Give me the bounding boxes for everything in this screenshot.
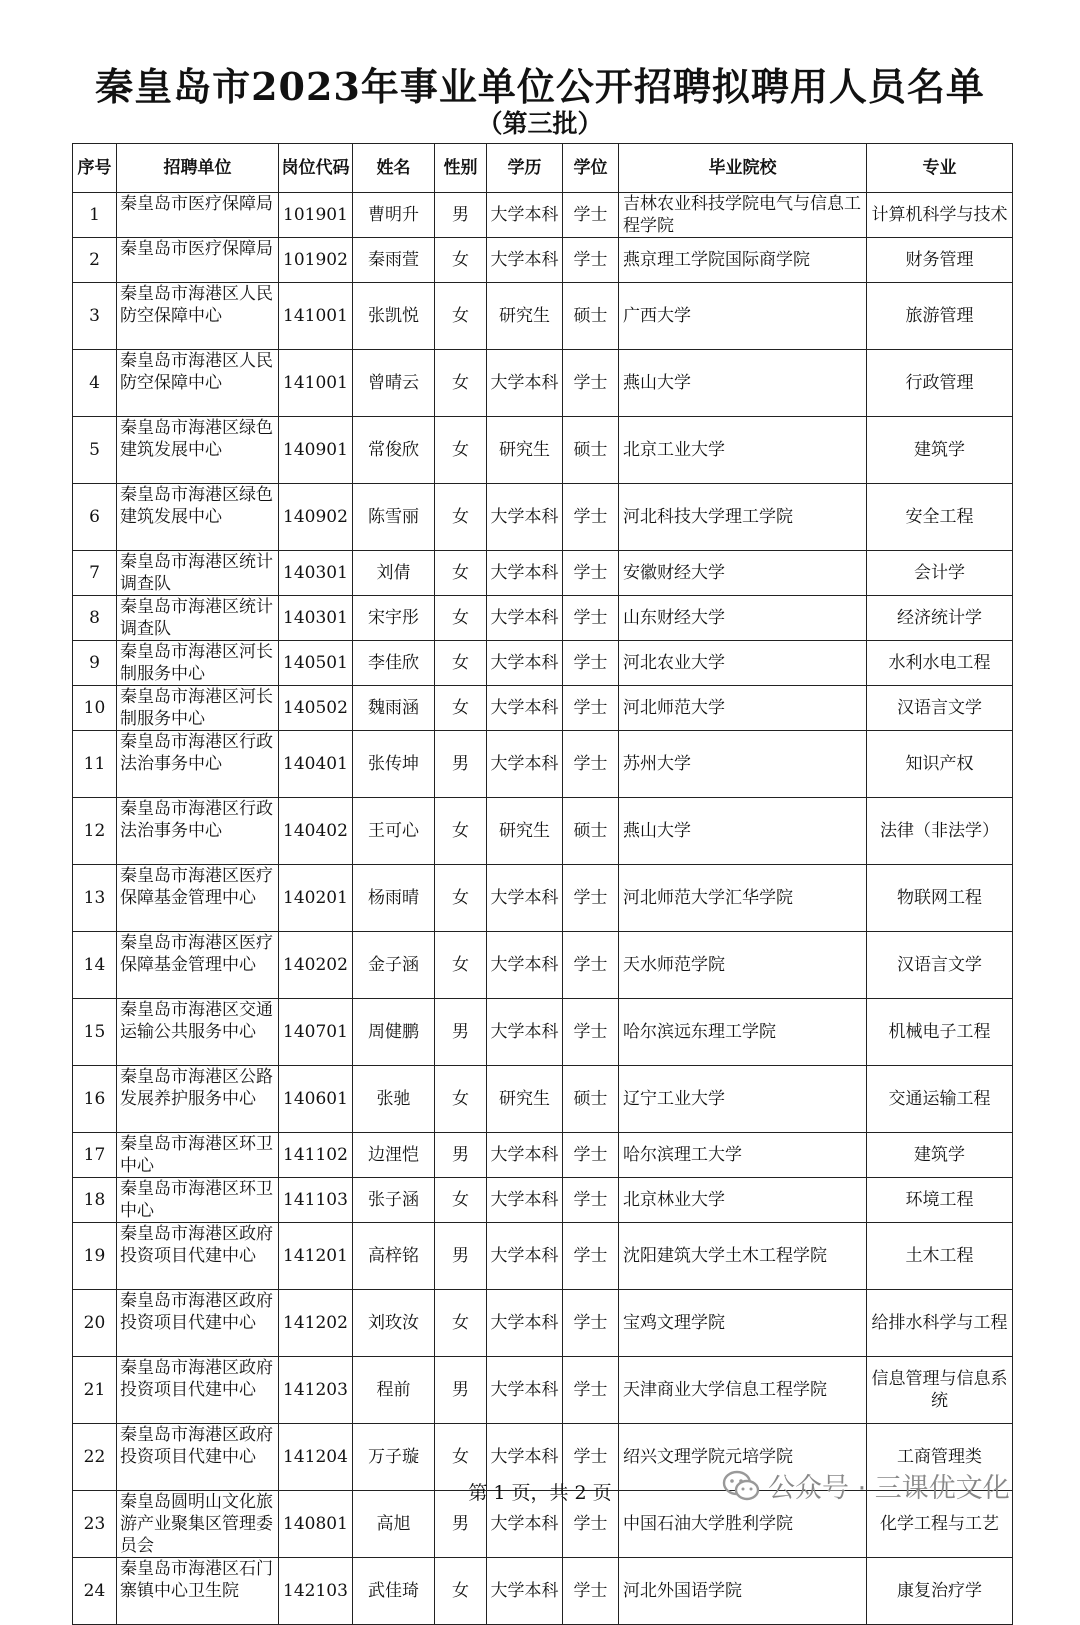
cell-name: 武佳琦 bbox=[353, 1558, 435, 1625]
cell-major: 给排水科学与工程 bbox=[867, 1290, 1013, 1357]
cell-code: 101902 bbox=[279, 238, 353, 283]
cell-school: 辽宁工业大学 bbox=[619, 1066, 867, 1133]
cell-edu: 研究生 bbox=[487, 417, 563, 484]
cell-edu: 大学本科 bbox=[487, 1558, 563, 1625]
cell-gender: 男 bbox=[435, 1491, 487, 1558]
cell-no: 7 bbox=[73, 551, 117, 596]
cell-gender: 男 bbox=[435, 1357, 487, 1424]
cell-degree: 硕士 bbox=[563, 798, 619, 865]
cell-code: 141204 bbox=[279, 1424, 353, 1491]
cell-name: 陈雪丽 bbox=[353, 484, 435, 551]
cell-degree: 学士 bbox=[563, 1223, 619, 1290]
cell-edu: 大学本科 bbox=[487, 865, 563, 932]
cell-unit-text: 秦皇岛市海港区政府投资项目代建中心 bbox=[120, 1358, 273, 1400]
table-row bbox=[73, 1178, 1013, 1223]
cell-no: 8 bbox=[73, 596, 117, 641]
cell-edu: 大学本科 bbox=[487, 1223, 563, 1290]
cell-gender: 女 bbox=[435, 596, 487, 641]
cell-unit bbox=[117, 238, 279, 283]
cell-degree: 学士 bbox=[563, 1133, 619, 1178]
cell-edu: 大学本科 bbox=[487, 1424, 563, 1491]
cell-edu: 研究生 bbox=[487, 283, 563, 350]
cell-major: 汉语言文学 bbox=[867, 686, 1013, 731]
cell-code: 140501 bbox=[279, 641, 353, 686]
cell-code: 140301 bbox=[279, 551, 353, 596]
cell-code: 141102 bbox=[279, 1133, 353, 1178]
table-row bbox=[73, 417, 1013, 484]
cell-edu: 研究生 bbox=[487, 798, 563, 865]
table-row bbox=[73, 865, 1013, 932]
cell-code: 140402 bbox=[279, 798, 353, 865]
cell-unit bbox=[117, 1133, 279, 1178]
cell-school: 河北外国语学院 bbox=[619, 1558, 867, 1625]
cell-school: 哈尔滨远东理工学院 bbox=[619, 999, 867, 1066]
cell-major: 水利水电工程 bbox=[867, 641, 1013, 686]
cell-major: 交通运输工程 bbox=[867, 1066, 1013, 1133]
cell-name: 张驰 bbox=[353, 1066, 435, 1133]
watermark-text: 公众号 · 三课优文化 bbox=[768, 1473, 1010, 1504]
cell-degree: 学士 bbox=[563, 551, 619, 596]
cell-code: 140902 bbox=[279, 484, 353, 551]
cell-major: 工商管理类 bbox=[867, 1424, 1013, 1491]
cell-major: 财务管理 bbox=[867, 238, 1013, 283]
table-row bbox=[73, 283, 1013, 350]
cell-unit-text: 秦皇岛市医疗保障局 bbox=[120, 239, 273, 259]
header-major: 专业 bbox=[867, 144, 1013, 193]
cell-unit bbox=[117, 1223, 279, 1290]
cell-unit bbox=[117, 417, 279, 484]
cell-unit bbox=[117, 1558, 279, 1625]
cell-school: 宝鸡文理学院 bbox=[619, 1290, 867, 1357]
cell-edu: 大学本科 bbox=[487, 686, 563, 731]
cell-unit-text: 秦皇岛市海港区绿色建筑发展中心 bbox=[120, 418, 273, 460]
cell-major: 行政管理 bbox=[867, 350, 1013, 417]
table-row bbox=[73, 686, 1013, 731]
cell-major: 经济统计学 bbox=[867, 596, 1013, 641]
cell-no: 15 bbox=[73, 999, 117, 1066]
cell-edu: 大学本科 bbox=[487, 1178, 563, 1223]
cell-no: 18 bbox=[73, 1178, 117, 1223]
cell-degree: 学士 bbox=[563, 1491, 619, 1558]
cell-edu: 大学本科 bbox=[487, 1357, 563, 1424]
cell-no: 22 bbox=[73, 1424, 117, 1491]
cell-school: 沈阳建筑大学土木工程学院 bbox=[619, 1223, 867, 1290]
cell-school: 燕山大学 bbox=[619, 798, 867, 865]
cell-code: 140901 bbox=[279, 417, 353, 484]
header-no: 序号 bbox=[73, 144, 117, 193]
cell-name: 常俊欣 bbox=[353, 417, 435, 484]
cell-name: 秦雨萱 bbox=[353, 238, 435, 283]
cell-major: 信息管理与信息系统 bbox=[867, 1357, 1013, 1424]
cell-unit bbox=[117, 551, 279, 596]
cell-gender: 女 bbox=[435, 1558, 487, 1625]
document-title: 秦皇岛市2023年事业单位公开招聘拟聘用人员名单 bbox=[95, 64, 985, 109]
cell-unit-text: 秦皇岛市海港区河长制服务中心 bbox=[120, 642, 273, 684]
cell-unit-text: 秦皇岛圆明山文化旅游产业聚集区管理委员会 bbox=[120, 1492, 273, 1556]
table-row bbox=[73, 932, 1013, 999]
cell-school: 燕山大学 bbox=[619, 350, 867, 417]
table-row bbox=[73, 1133, 1013, 1178]
cell-degree: 学士 bbox=[563, 596, 619, 641]
cell-gender: 女 bbox=[435, 1290, 487, 1357]
cell-degree: 学士 bbox=[563, 1178, 619, 1223]
cell-name: 魏雨涵 bbox=[353, 686, 435, 731]
cell-major: 安全工程 bbox=[867, 484, 1013, 551]
cell-name: 李佳欣 bbox=[353, 641, 435, 686]
cell-unit bbox=[117, 932, 279, 999]
cell-no: 13 bbox=[73, 865, 117, 932]
cell-no: 4 bbox=[73, 350, 117, 417]
cell-degree: 硕士 bbox=[563, 283, 619, 350]
cell-school: 吉林农业科技学院电气与信息工程学院 bbox=[619, 193, 867, 238]
cell-degree: 学士 bbox=[563, 484, 619, 551]
cell-name: 宋宇彤 bbox=[353, 596, 435, 641]
cell-gender: 男 bbox=[435, 193, 487, 238]
cell-unit-text: 秦皇岛市海港区河长制服务中心 bbox=[120, 687, 273, 729]
cell-no: 11 bbox=[73, 731, 117, 798]
header-school: 毕业院校 bbox=[619, 144, 867, 193]
cell-name: 曾晴云 bbox=[353, 350, 435, 417]
cell-no: 2 bbox=[73, 238, 117, 283]
cell-no: 20 bbox=[73, 1290, 117, 1357]
cell-unit-text: 秦皇岛市海港区政府投资项目代建中心 bbox=[120, 1291, 273, 1333]
cell-unit bbox=[117, 283, 279, 350]
cell-gender: 女 bbox=[435, 1178, 487, 1223]
cell-gender: 女 bbox=[435, 641, 487, 686]
wechat-icon bbox=[722, 1469, 760, 1503]
cell-unit bbox=[117, 1066, 279, 1133]
cell-edu: 大学本科 bbox=[487, 641, 563, 686]
cell-name: 金子涵 bbox=[353, 932, 435, 999]
cell-edu: 大学本科 bbox=[487, 731, 563, 798]
cell-major: 旅游管理 bbox=[867, 283, 1013, 350]
cell-school: 安徽财经大学 bbox=[619, 551, 867, 596]
cell-major: 土木工程 bbox=[867, 1223, 1013, 1290]
cell-gender: 女 bbox=[435, 283, 487, 350]
table-header-row bbox=[73, 144, 1013, 193]
cell-unit bbox=[117, 1357, 279, 1424]
cell-major: 法律（非法学） bbox=[867, 798, 1013, 865]
cell-name: 高梓铭 bbox=[353, 1223, 435, 1290]
cell-gender: 男 bbox=[435, 999, 487, 1066]
table-row bbox=[73, 1066, 1013, 1133]
cell-gender: 女 bbox=[435, 1066, 487, 1133]
cell-major: 机械电子工程 bbox=[867, 999, 1013, 1066]
cell-code: 140301 bbox=[279, 596, 353, 641]
cell-unit-text: 秦皇岛市海港区医疗保障基金管理中心 bbox=[120, 866, 273, 908]
cell-degree: 学士 bbox=[563, 1424, 619, 1491]
cell-unit-text: 秦皇岛市海港区交通运输公共服务中心 bbox=[120, 1000, 273, 1042]
cell-edu: 大学本科 bbox=[487, 551, 563, 596]
cell-gender: 女 bbox=[435, 551, 487, 596]
cell-code: 140202 bbox=[279, 932, 353, 999]
cell-no: 3 bbox=[73, 283, 117, 350]
cell-school: 哈尔滨理工大学 bbox=[619, 1133, 867, 1178]
cell-unit-text: 秦皇岛市海港区政府投资项目代建中心 bbox=[120, 1425, 273, 1467]
table-row bbox=[73, 350, 1013, 417]
cell-unit-text: 秦皇岛市海港区人民防空保障中心 bbox=[120, 351, 273, 393]
cell-unit-text: 秦皇岛市海港区石门寨镇中心卫生院 bbox=[120, 1559, 273, 1601]
cell-name: 曹明升 bbox=[353, 193, 435, 238]
cell-unit-text: 秦皇岛市海港区环卫中心 bbox=[120, 1179, 273, 1221]
cell-unit-text: 秦皇岛市海港区行政法治事务中心 bbox=[120, 732, 273, 774]
cell-gender: 女 bbox=[435, 350, 487, 417]
cell-code: 140701 bbox=[279, 999, 353, 1066]
cell-major: 会计学 bbox=[867, 551, 1013, 596]
cell-no: 6 bbox=[73, 484, 117, 551]
cell-degree: 学士 bbox=[563, 932, 619, 999]
cell-degree: 硕士 bbox=[563, 1066, 619, 1133]
cell-major: 环境工程 bbox=[867, 1178, 1013, 1223]
cell-gender: 女 bbox=[435, 484, 487, 551]
table-row bbox=[73, 798, 1013, 865]
cell-edu: 大学本科 bbox=[487, 1491, 563, 1558]
personnel-table bbox=[72, 143, 1013, 1625]
cell-major: 汉语言文学 bbox=[867, 932, 1013, 999]
cell-code: 140502 bbox=[279, 686, 353, 731]
cell-major: 知识产权 bbox=[867, 731, 1013, 798]
header-edu: 学历 bbox=[487, 144, 563, 193]
cell-unit-text: 秦皇岛市医疗保障局 bbox=[120, 194, 273, 214]
cell-gender: 女 bbox=[435, 798, 487, 865]
cell-unit-text: 秦皇岛市海港区统计调查队 bbox=[120, 552, 273, 594]
cell-school: 北京林业大学 bbox=[619, 1178, 867, 1223]
cell-code: 140401 bbox=[279, 731, 353, 798]
cell-gender: 男 bbox=[435, 1223, 487, 1290]
cell-school: 北京工业大学 bbox=[619, 417, 867, 484]
cell-gender: 男 bbox=[435, 731, 487, 798]
cell-unit bbox=[117, 798, 279, 865]
watermark bbox=[722, 1466, 1010, 1505]
cell-school: 河北师范大学 bbox=[619, 686, 867, 731]
cell-degree: 学士 bbox=[563, 350, 619, 417]
cell-no: 19 bbox=[73, 1223, 117, 1290]
cell-degree: 学士 bbox=[563, 193, 619, 238]
cell-name: 万子璇 bbox=[353, 1424, 435, 1491]
table-row bbox=[73, 641, 1013, 686]
cell-school: 河北师范大学汇华学院 bbox=[619, 865, 867, 932]
cell-unit-text: 秦皇岛市海港区公路发展养护服务中心 bbox=[120, 1067, 273, 1109]
cell-unit-text: 秦皇岛市海港区绿色建筑发展中心 bbox=[120, 485, 273, 527]
cell-edu: 大学本科 bbox=[487, 193, 563, 238]
cell-name: 刘倩 bbox=[353, 551, 435, 596]
cell-degree: 学士 bbox=[563, 731, 619, 798]
cell-code: 141201 bbox=[279, 1223, 353, 1290]
cell-unit bbox=[117, 641, 279, 686]
cell-unit-text: 秦皇岛市海港区行政法治事务中心 bbox=[120, 799, 273, 841]
cell-name: 张凯悦 bbox=[353, 283, 435, 350]
cell-major: 物联网工程 bbox=[867, 865, 1013, 932]
cell-edu: 大学本科 bbox=[487, 1133, 563, 1178]
cell-name: 张子涵 bbox=[353, 1178, 435, 1223]
cell-degree: 学士 bbox=[563, 1290, 619, 1357]
cell-degree: 学士 bbox=[563, 1558, 619, 1625]
cell-gender: 女 bbox=[435, 1424, 487, 1491]
table-row bbox=[73, 238, 1013, 283]
cell-edu: 大学本科 bbox=[487, 484, 563, 551]
header-degree: 学位 bbox=[563, 144, 619, 193]
cell-degree: 学士 bbox=[563, 641, 619, 686]
cell-unit bbox=[117, 1178, 279, 1223]
table-row bbox=[73, 551, 1013, 596]
cell-major: 化学工程与工艺 bbox=[867, 1491, 1013, 1558]
cell-degree: 学士 bbox=[563, 1357, 619, 1424]
cell-unit bbox=[117, 686, 279, 731]
cell-unit bbox=[117, 484, 279, 551]
cell-edu: 大学本科 bbox=[487, 1290, 563, 1357]
cell-unit-text: 秦皇岛市海港区环卫中心 bbox=[120, 1134, 273, 1176]
header-code: 岗位代码 bbox=[279, 144, 353, 193]
cell-edu: 大学本科 bbox=[487, 596, 563, 641]
cell-school: 苏州大学 bbox=[619, 731, 867, 798]
cell-code: 140201 bbox=[279, 865, 353, 932]
cell-unit-text: 秦皇岛市海港区政府投资项目代建中心 bbox=[120, 1224, 273, 1266]
cell-gender: 男 bbox=[435, 1133, 487, 1178]
cell-name: 刘玫汝 bbox=[353, 1290, 435, 1357]
cell-unit bbox=[117, 193, 279, 238]
cell-unit bbox=[117, 865, 279, 932]
header-unit: 招聘单位 bbox=[117, 144, 279, 193]
cell-school: 绍兴文理学院元培学院 bbox=[619, 1424, 867, 1491]
cell-degree: 硕士 bbox=[563, 417, 619, 484]
cell-degree: 学士 bbox=[563, 865, 619, 932]
cell-unit bbox=[117, 350, 279, 417]
cell-no: 23 bbox=[73, 1491, 117, 1558]
cell-code: 142103 bbox=[279, 1558, 353, 1625]
table-row bbox=[73, 1357, 1013, 1424]
cell-school: 河北农业大学 bbox=[619, 641, 867, 686]
table-row bbox=[73, 1558, 1013, 1625]
cell-code: 141202 bbox=[279, 1290, 353, 1357]
cell-no: 9 bbox=[73, 641, 117, 686]
cell-gender: 女 bbox=[435, 932, 487, 999]
cell-edu: 大学本科 bbox=[487, 999, 563, 1066]
cell-no: 14 bbox=[73, 932, 117, 999]
table-row bbox=[73, 596, 1013, 641]
cell-code: 141103 bbox=[279, 1178, 353, 1223]
cell-gender: 女 bbox=[435, 238, 487, 283]
cell-school: 广西大学 bbox=[619, 283, 867, 350]
cell-code: 140801 bbox=[279, 1491, 353, 1558]
cell-name: 周健鹏 bbox=[353, 999, 435, 1066]
cell-major: 康复治疗学 bbox=[867, 1558, 1013, 1625]
cell-edu: 大学本科 bbox=[487, 350, 563, 417]
cell-edu: 研究生 bbox=[487, 1066, 563, 1133]
cell-name: 杨雨晴 bbox=[353, 865, 435, 932]
cell-no: 17 bbox=[73, 1133, 117, 1178]
cell-unit-text: 秦皇岛市海港区医疗保障基金管理中心 bbox=[120, 933, 273, 975]
cell-edu: 大学本科 bbox=[487, 932, 563, 999]
cell-major: 计算机科学与技术 bbox=[867, 193, 1013, 238]
cell-name: 程前 bbox=[353, 1357, 435, 1424]
cell-major: 建筑学 bbox=[867, 417, 1013, 484]
cell-degree: 学士 bbox=[563, 238, 619, 283]
cell-major: 建筑学 bbox=[867, 1133, 1013, 1178]
table-row bbox=[73, 1223, 1013, 1290]
table-row bbox=[73, 484, 1013, 551]
cell-code: 101901 bbox=[279, 193, 353, 238]
cell-name: 张传坤 bbox=[353, 731, 435, 798]
cell-name: 边浬恺 bbox=[353, 1133, 435, 1178]
page-footer: 第 1 页，共 2 页 bbox=[468, 1482, 612, 1504]
header-name: 姓名 bbox=[353, 144, 435, 193]
cell-school: 天津商业大学信息工程学院 bbox=[619, 1357, 867, 1424]
cell-school: 燕京理工学院国际商学院 bbox=[619, 238, 867, 283]
cell-degree: 学士 bbox=[563, 686, 619, 731]
table-row bbox=[73, 999, 1013, 1066]
cell-code: 141203 bbox=[279, 1357, 353, 1424]
cell-gender: 女 bbox=[435, 865, 487, 932]
cell-school: 河北科技大学理工学院 bbox=[619, 484, 867, 551]
table-row bbox=[73, 193, 1013, 238]
cell-no: 12 bbox=[73, 798, 117, 865]
cell-unit-text: 秦皇岛市海港区统计调查队 bbox=[120, 597, 273, 639]
cell-unit bbox=[117, 999, 279, 1066]
cell-no: 1 bbox=[73, 193, 117, 238]
cell-edu: 大学本科 bbox=[487, 238, 563, 283]
cell-code: 141001 bbox=[279, 283, 353, 350]
cell-code: 140601 bbox=[279, 1066, 353, 1133]
cell-unit bbox=[117, 731, 279, 798]
document-subtitle: （第三批） bbox=[477, 109, 603, 138]
cell-school: 山东财经大学 bbox=[619, 596, 867, 641]
cell-gender: 女 bbox=[435, 686, 487, 731]
cell-school: 中国石油大学胜利学院 bbox=[619, 1491, 867, 1558]
cell-no: 21 bbox=[73, 1357, 117, 1424]
header-gender: 性别 bbox=[435, 144, 487, 193]
cell-unit bbox=[117, 596, 279, 641]
cell-code: 141001 bbox=[279, 350, 353, 417]
table-body bbox=[73, 193, 1013, 1625]
cell-name: 高旭 bbox=[353, 1491, 435, 1558]
table-row bbox=[73, 1290, 1013, 1357]
table-row bbox=[73, 731, 1013, 798]
cell-no: 10 bbox=[73, 686, 117, 731]
cell-gender: 女 bbox=[435, 417, 487, 484]
cell-no: 16 bbox=[73, 1066, 117, 1133]
cell-degree: 学士 bbox=[563, 999, 619, 1066]
cell-unit bbox=[117, 1290, 279, 1357]
cell-no: 24 bbox=[73, 1558, 117, 1625]
cell-name: 王可心 bbox=[353, 798, 435, 865]
cell-unit-text: 秦皇岛市海港区人民防空保障中心 bbox=[120, 284, 273, 326]
cell-no: 5 bbox=[73, 417, 117, 484]
cell-school: 天水师范学院 bbox=[619, 932, 867, 999]
